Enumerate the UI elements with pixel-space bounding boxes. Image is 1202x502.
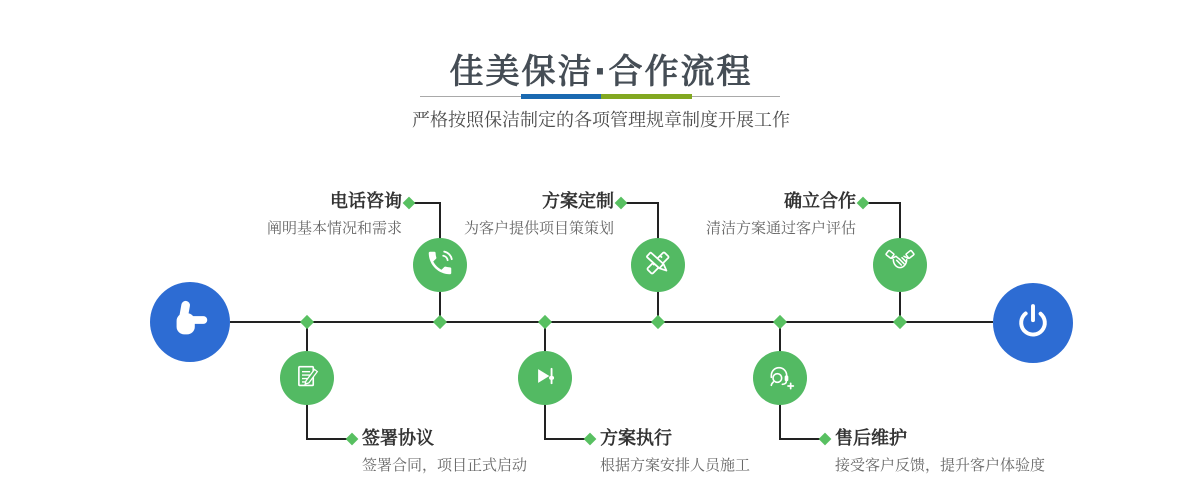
hand-pointer-icon <box>167 297 213 347</box>
step-title: 电话咨询 <box>330 191 402 212</box>
step-node-support <box>753 351 807 405</box>
step-label-sign <box>362 426 527 476</box>
timeline-diamond <box>433 315 447 329</box>
step-label-execute <box>600 426 750 476</box>
step-title: 方案定制 <box>542 191 614 212</box>
start-node <box>150 282 230 362</box>
pencil-ruler-icon <box>642 247 674 283</box>
step-node-sign <box>280 351 334 405</box>
label-diamond <box>403 197 416 210</box>
step-label-support <box>835 426 1045 476</box>
end-node <box>993 283 1073 363</box>
step-node-execute <box>518 351 572 405</box>
label-diamond <box>819 433 832 446</box>
step-desc: 阐明基本情况和需求 <box>266 219 402 237</box>
label-connector-top-2 <box>624 202 658 204</box>
timeline-diamond <box>893 315 907 329</box>
label-connector-bottom-2 <box>545 438 587 440</box>
step-label-phone <box>267 189 402 239</box>
play-icon <box>530 361 560 395</box>
headset-plus-icon <box>764 360 796 396</box>
timeline-diamond <box>651 315 665 329</box>
label-diamond <box>346 433 359 446</box>
step-desc: 清洁方案通过客户评估 <box>705 219 856 237</box>
label-connector-bottom-1 <box>307 438 349 440</box>
step-desc: 为客户提供项目策策划 <box>463 219 614 237</box>
step-title: 方案执行 <box>600 428 672 449</box>
step-title: 签署协议 <box>362 428 434 449</box>
step-desc: 根据方案安排人员施工 <box>600 456 751 474</box>
label-diamond <box>615 197 628 210</box>
timeline-diamond <box>773 315 787 329</box>
step-node-design <box>631 238 685 292</box>
timeline-diamond <box>300 315 314 329</box>
step-label-design <box>464 189 614 239</box>
divider-accent-blue <box>521 94 601 99</box>
label-diamond <box>584 433 597 446</box>
handshake-icon <box>884 247 916 283</box>
label-diamond <box>857 197 870 210</box>
document-sign-icon <box>292 361 322 395</box>
phone-icon <box>425 248 455 282</box>
label-connector-bottom-3 <box>780 438 822 440</box>
step-node-phone <box>413 238 467 292</box>
step-desc: 签署合同，项目正式启动 <box>362 456 528 474</box>
label-connector-top-3 <box>866 202 900 204</box>
step-title: 确立合作 <box>784 191 856 212</box>
step-desc: 接受客户反馈，提升客户体验度 <box>835 456 1046 474</box>
step-node-handshake <box>873 238 927 292</box>
power-icon <box>1012 300 1054 346</box>
timeline-diamond <box>538 315 552 329</box>
step-title: 售后维护 <box>835 428 907 449</box>
page-title: 佳美保洁·合作流程 <box>449 52 753 92</box>
step-label-handshake <box>706 189 856 239</box>
timeline-line <box>230 321 993 323</box>
divider-accent-green <box>601 94 692 99</box>
label-connector-top-1 <box>412 202 440 204</box>
page-subtitle: 严格按照保洁制定的各项管理规章制度开展工作 <box>412 110 790 131</box>
